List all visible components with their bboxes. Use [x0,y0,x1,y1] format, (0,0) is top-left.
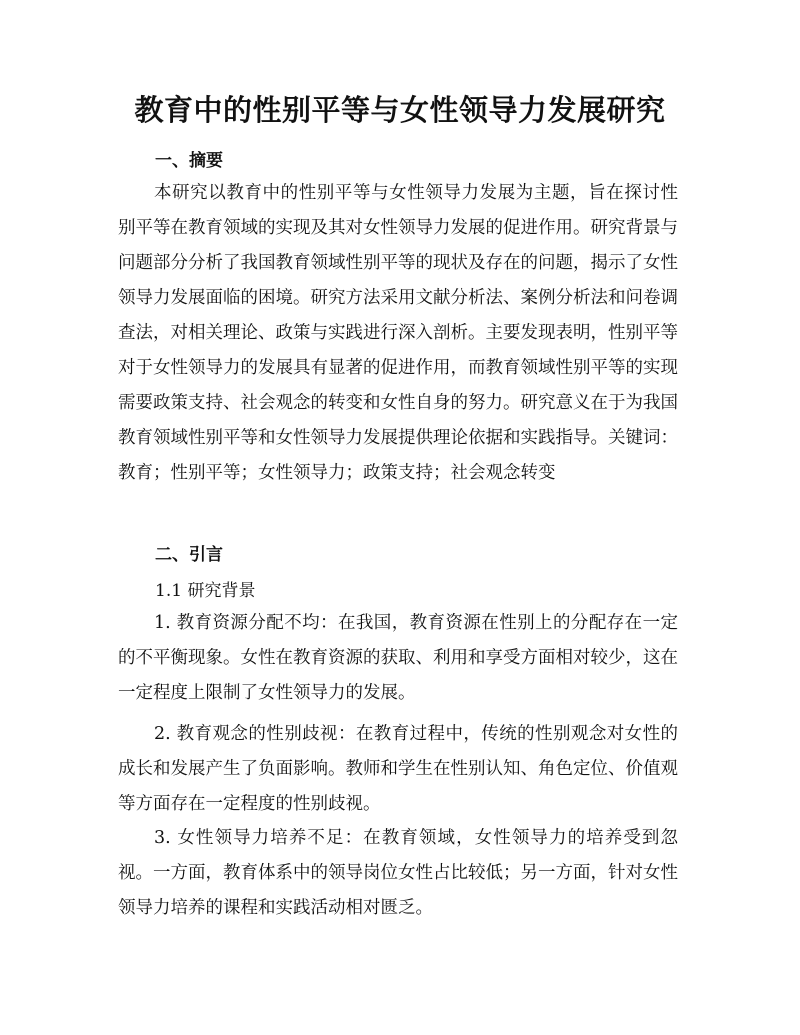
list-item: 3. 女性领导力培养不足：在教育领域，女性领导力的培养受到忽视。一方面，教育体系中的领导岗位女性占比较低；另一方面，针对女性领导力培养的课程和实践活动相对匮乏。 [118,828,678,918]
subsection-heading-background: 1.1 研究背景 [155,581,256,601]
document-title: 教育中的性别平等与女性领导力发展研究 [134,93,666,127]
list-item: 2. 教育观念的性别歧视：在教育过程中，传统的性别观念对女性的成长和发展产生了负面影响。教师和学生在性别认知、角色定位、价值观等方面存在一定程度的性别歧视。 [118,724,678,814]
list-item: 1. 教育资源分配不均：在我国，教育资源在性别上的分配存在一定的不平衡现象。女性在教育资源的获取、利用和享受方面相对较少，这在一定程度上限制了女性领导力的发展。 [118,613,678,703]
section-heading-introduction: 二、引言 [155,545,223,565]
abstract-paragraph: 本研究以教育中的性别平等与女性领导力发展为主题，旨在探讨性别平等在教育领域的实现及其对女性领导力发展的促进作用。研究背景与问题部分分析了我国教育领域性别平等的现状及存在的问题，揭示了女性领导力发展面临的困境。研究方法采用文献分析法、案例分析法和问卷调查法，对相关理论、政策与实践进行深入剖析。主要发现表明，性别平等对于女性领导力的发展具有显著的促进作用，而教育领域性别平等的实现需要政策支持、社会观念的转变和女性自身的努力。研究意义在于为我国教育领域性别平等和女性领导力发展提供理论依据和实践指导。关键词：教育；性别平等；女性领导力；政策支持；社会观念转变 [118,183,678,483]
section-heading-abstract: 一、摘要 [155,151,223,171]
